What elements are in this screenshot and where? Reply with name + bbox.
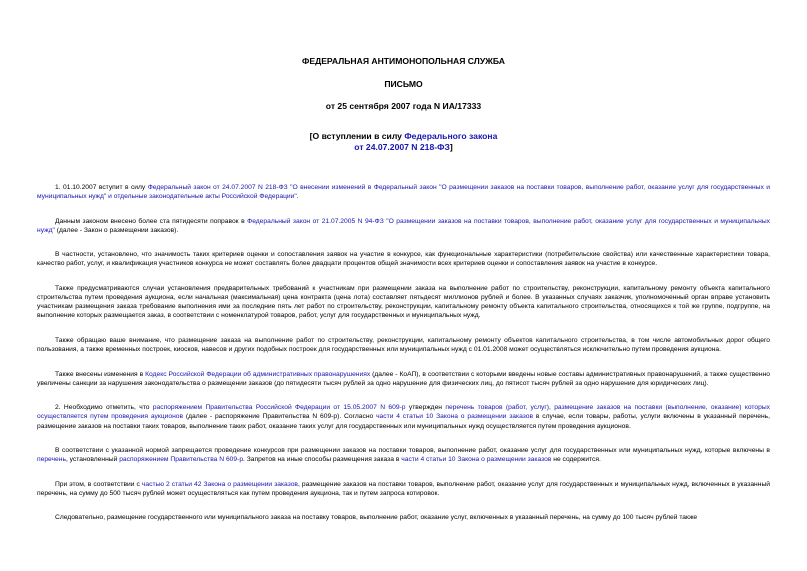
document-link[interactable]: Федеральный закон от 24.07.2007 N 218-ФЗ "О внесении изменений в Федеральный закон "О размещении заказов на поставки товаров, выполнение работ, оказание услуг для государственных и муниципальных нужд" и отдельные законодательные акты Российской Федерации" bbox=[37, 184, 770, 201]
paragraph bbox=[37, 284, 770, 320]
document-link[interactable]: части 4 статьи 10 Закона о размещении заказов bbox=[401, 456, 552, 464]
paragraph-text: Данным законом внесено более ста пятидесяти поправок в bbox=[55, 217, 248, 225]
paragraph-text: . Запретов на иные способы размещения заказа в bbox=[243, 456, 402, 464]
document-date-number: от 25 сентября 2007 года N ИА/17333 bbox=[325, 101, 482, 111]
document-link[interactable]: распоряжением Правительства Российской Федерации от 15.05.2007 N 609-р bbox=[152, 404, 406, 412]
paragraph bbox=[37, 403, 770, 430]
document-type: ПИСЬМО bbox=[384, 79, 423, 89]
paragraph bbox=[37, 183, 770, 201]
paragraph-text: в случае, если товары, работы, услуги включены в указанный перечень, размещение заказов на поставки таких товаров, выполнение таких работ, оказание таких услуг для государственных или муниципальных нужд осуществляется путем проведения аукционов. bbox=[37, 413, 770, 430]
document-link[interactable]: Кодекс Российской Федерации об административных правонарушениях bbox=[145, 370, 371, 378]
document-link[interactable]: частью 2 статьи 42 Закона о размещении заказов bbox=[141, 480, 298, 488]
paragraph-text: 2. Необходимо отметить, что bbox=[55, 404, 153, 412]
subject-prefix: [О вступлении в силу bbox=[309, 131, 405, 141]
paragraph-text: не содержится. bbox=[551, 456, 601, 464]
document-link[interactable]: распоряжением Правительства N 609-р bbox=[119, 456, 244, 464]
document-link[interactable]: перечень товаров (работ, услуг), размещение заказов на поставки (выполнение, оказание) которых осуществляется путем проведения аукционов bbox=[37, 404, 771, 421]
subject-line-2 bbox=[0, 142, 807, 153]
paragraph-text: 1. 01.10.2007 вступит в силу bbox=[55, 184, 148, 191]
subject-line-1 bbox=[0, 131, 807, 142]
paragraph-text: В частности, установлено, что значимость таких критериев оценки и сопоставления заявок на участие в конкурсе, как функциональные характеристики (потребительские свойства) или качественные характеристики товара, качество работ, услуг, и квалификация участников конкурса не может составлять более двадцати процентов общей значимости всех критериев оценки и сопоставления заявок на участие в конкурсе. bbox=[37, 251, 770, 268]
paragraph bbox=[37, 513, 770, 522]
subject-law-link[interactable]: Федерального закона bbox=[404, 131, 498, 141]
document-link[interactable]: Федеральный закон от 21.07.2005 N 94-ФЗ "О размещении заказов на поставки товаров, выполнение работ, оказание услуг для государственных и муниципальных нужд" bbox=[37, 217, 770, 234]
paragraph-text: , установленный bbox=[65, 456, 120, 464]
paragraph-text: (далее - Закон о размещении заказов). bbox=[54, 226, 179, 234]
paragraph-text: (далее - распоряжение Правительства N 609-р). Согласно bbox=[183, 413, 377, 421]
subject-law-number-link[interactable]: от 24.07.2007 N 218-ФЗ bbox=[354, 142, 450, 152]
paragraph-text: (далее - КоАП), в соответствии с которыми введены новые составы административных правонарушений, а также существенно увеличены санкции за нарушения законодательства о размещении заказов (до пятидесяти тысяч рублей за одно нарушение для физических лиц, до пятисот тысяч рублей за одно нарушение для юридических лиц). bbox=[37, 370, 770, 387]
document-link[interactable]: перечень bbox=[37, 456, 66, 464]
paragraph-text: Также внесены изменения в bbox=[55, 370, 146, 378]
paragraph bbox=[37, 217, 770, 235]
document-body bbox=[37, 183, 770, 523]
subject-suffix: ] bbox=[449, 142, 453, 152]
paragraph-text: утвержден bbox=[405, 404, 446, 412]
paragraph-text: , размещение заказов на поставки товаров, выполнение работ, оказание услуг для государственных и муниципальных нужд, включенных в указанный перечень, на сумму до 500 тысяч рублей может осуществляться как путем проведения аукциона, так и путем запроса котировок. bbox=[37, 480, 770, 497]
paragraph bbox=[37, 370, 770, 388]
agency-title: ФЕДЕРАЛЬНАЯ АНТИМОНОПОЛЬНАЯ СЛУЖБА bbox=[302, 56, 505, 66]
paragraph-text: Также обращаю ваше внимание, что размещение заказа на выполнение работ по строительству, реконструкции, капитальному ремонту объектов капитального строительства, в том числе автомобильных дорог общего пользования, а также временных построек, киосков, навесов и других подобных построек для государственных или муниципальных нужд с 01.01.2008 может осуществляться исключительно путем проведения аукциона. bbox=[37, 336, 770, 354]
paragraph-text: Следовательно, размещение государственного или муниципального заказа на поставку товаров, выполнение работ, оказание услуг, включенных в указанный перечень, на сумму до 100 тысяч рублей также bbox=[55, 514, 698, 522]
paragraph-text: В соответствии с указанной нормой запрещается проведение конкурсов при размещении заказов на поставки товаров, выполнение работ, оказание услуг для государственных или муниципальных нужд, которые включены в bbox=[55, 447, 770, 455]
paragraph-text: Также предусматриваются случаи установления предварительных требований к участникам при размещении заказа на выполнение работ по строительству, реконструкции, капитальному ремонту объекта капитального строительства путем проведения аукциона, если начальная (максимальная) цена контракта (цена лота) составляет пятьдесят миллионов рублей и более. В указанных случаях заказчик, уполномоченный орган вправе установить участникам размещения заказа требование выполнения ими за последние пять лет работ по строительству, реконструкции, капитальному ремонту объекта капитального строительства, относящихся к той же группе, подгруппе, на выполнение которых размещается заказ, в соответствии с номенклатурой товаров, работ, услуг для государственных и муниципальных нужд. bbox=[37, 285, 770, 320]
paragraph bbox=[37, 250, 770, 268]
paragraph bbox=[37, 480, 770, 498]
paragraph bbox=[37, 336, 770, 354]
paragraph-text: При этом, в соответствии с bbox=[55, 480, 142, 488]
document-subject bbox=[0, 131, 807, 153]
paragraph-text: . bbox=[296, 193, 299, 201]
paragraph bbox=[37, 446, 770, 464]
document-link[interactable]: части 4 статьи 10 Закона о размещении заказов bbox=[376, 413, 534, 421]
